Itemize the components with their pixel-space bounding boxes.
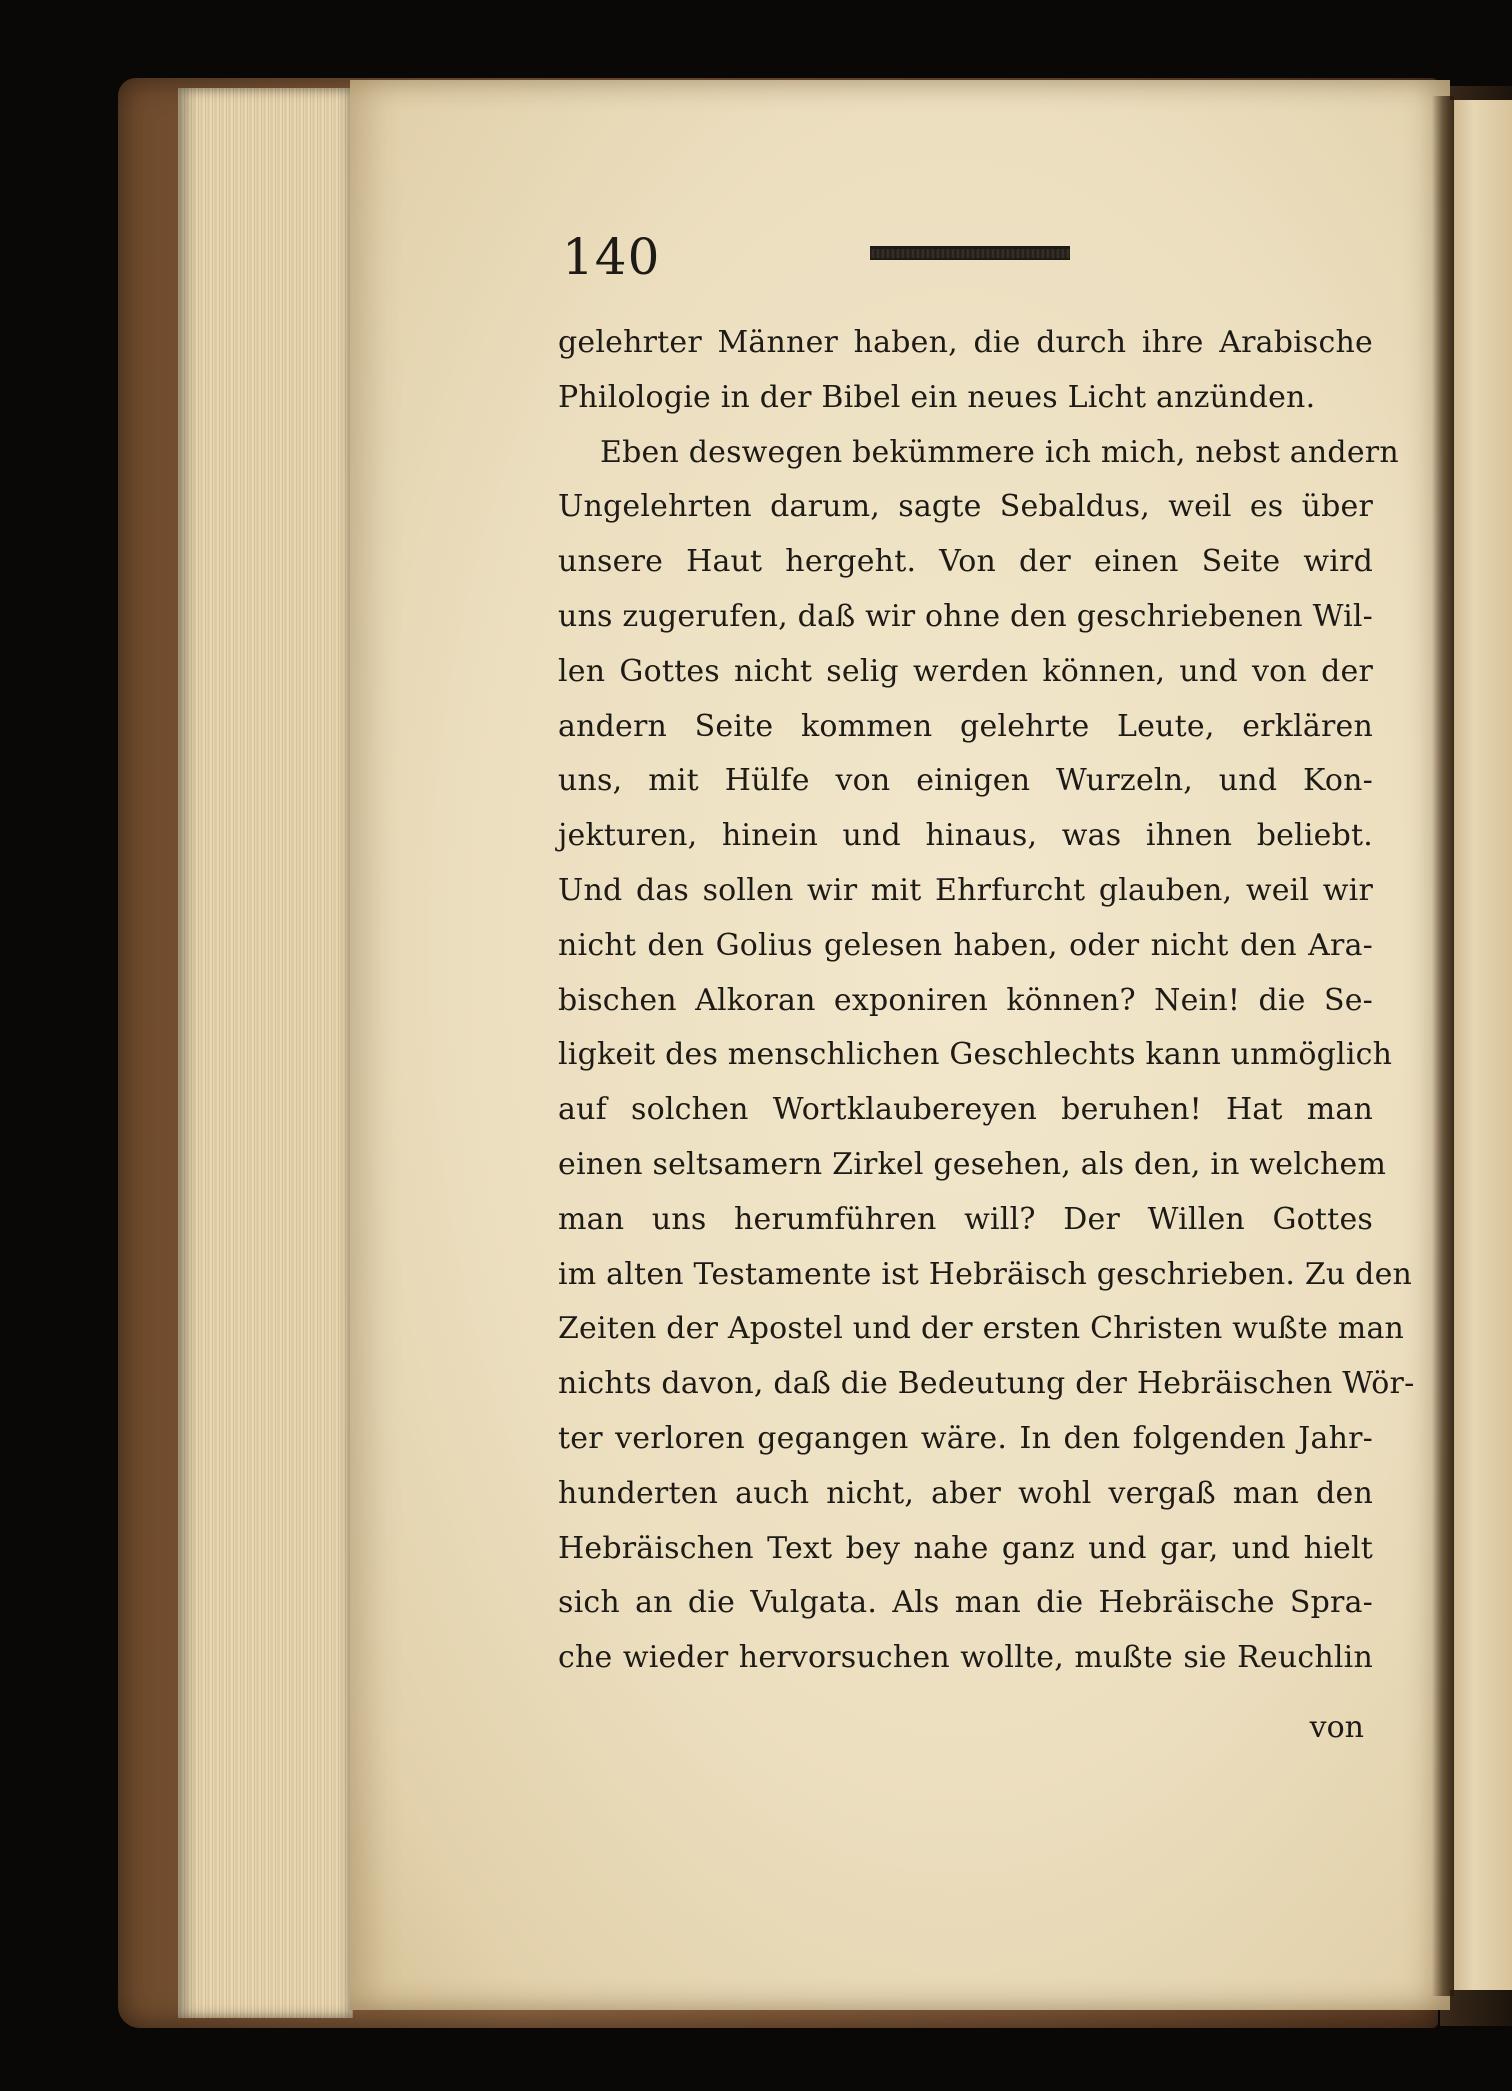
- text-line: unsere Haut hergeht. Von der einen Seite wird: [558, 544, 1373, 580]
- text-line: einen seltsamern Zirkel gesehen, als den, in welchem: [558, 1146, 1387, 1182]
- body-text: [558, 316, 1415, 1686]
- text-line: Philologie in der Bibel ein neues Licht anzünden.: [558, 379, 1316, 415]
- text-line: jekturen, hinein und hinaus, was ihnen beliebt.: [558, 818, 1373, 854]
- text-line: Eben deswegen bekümmere ich mich, nebst andern: [600, 434, 1399, 470]
- text-line: Und das sollen wir mit Ehrfurcht glauben, weil wir: [558, 872, 1373, 908]
- text-line: len Gottes nicht selig werden können, und von der: [558, 653, 1373, 689]
- text-line: sich an die Vulgata. Als man die Hebräische Spra-: [558, 1585, 1373, 1621]
- text-line: andern Seite kommen gelehrte Leute, erklären: [558, 708, 1373, 744]
- facing-page: [1448, 100, 1512, 1990]
- text-line: che wieder hervorsuchen wollte, mußte sie Reuchlin: [558, 1640, 1373, 1676]
- text-line: uns, mit Hülfe von einigen Wurzeln, und Kon-: [558, 763, 1373, 799]
- text-line: man uns herumführen will? Der Willen Gottes: [558, 1201, 1373, 1237]
- text-line: nicht den Golius gelesen haben, oder nicht den Ara-: [558, 927, 1373, 963]
- text-line: nichts davon, daß die Bedeutung der Hebräischen Wör-: [558, 1366, 1415, 1402]
- page-gutter: [1432, 96, 1454, 1996]
- text-line: ter verloren gegangen wäre. In den folgenden Jahr-: [558, 1420, 1373, 1456]
- catchword: von: [1309, 1710, 1364, 1745]
- text-line: ligkeit des menschlichen Geschlechts kann unmöglich: [558, 1037, 1393, 1073]
- text-line: im alten Testamente ist Hebräisch geschrieben. Zu den: [558, 1256, 1413, 1292]
- page-edges: [178, 88, 353, 2018]
- text-line: bischen Alkoran exponiren können? Nein! die Se-: [558, 982, 1373, 1018]
- header-ornament-rule: [870, 246, 1070, 260]
- text-line: gelehrter Männer haben, die durch ihre Arabische: [558, 325, 1373, 360]
- text-line: Zeiten der Apostel und der ersten Christen wußte man: [558, 1311, 1405, 1347]
- text-line: auf solchen Wortklaubereyen beruhen! Hat man: [558, 1092, 1373, 1128]
- text-line: Hebräischen Text bey nahe ganz und gar, und hielt: [558, 1530, 1373, 1566]
- page-number: 140: [562, 228, 661, 286]
- text-line: Ungelehrten darum, sagte Sebaldus, weil es über: [558, 489, 1373, 525]
- text-line: uns zugerufen, daß wir ohne den geschriebenen Wil-: [558, 598, 1373, 634]
- text-line: hunderten auch nicht, aber wohl vergaß man den: [558, 1475, 1373, 1511]
